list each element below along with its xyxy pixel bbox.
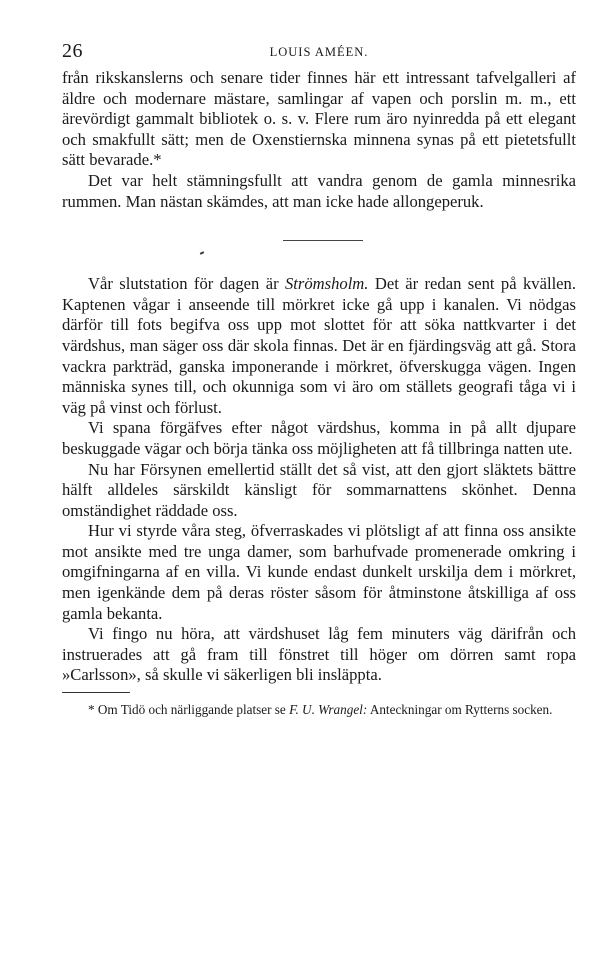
paragraph-text: Vår slutstation för dagen är: [88, 274, 285, 294]
page-number: 26: [62, 40, 83, 62]
footnote: [62, 701, 576, 719]
footnote-text: * Om Tidö och närliggande platser se: [88, 702, 290, 718]
paragraph-carlsson: Vi fingo nu höra, att värdshuset låg fem minuters väg därifrån och instruerades att gå fram till fönstret till höger om dörren samt ropa »Carlsson», så skulle vi säkerligen bli insläppta.: [62, 624, 576, 685]
paragraph-forsynen: Nu har Försynen emellertid ställt det så vist, att den gjort släktets bättre hälft alldeles särskildt känsligt för sommarnattens skönhet. Denna omständighet räddade oss.: [62, 459, 576, 520]
book-page: [62, 40, 576, 719]
footnote-text: Anteckningar om Rytterns socken.: [367, 702, 553, 718]
running-head: LOUIS AMÉEN.: [269, 45, 369, 59]
paragraph-text: Det är redan sent på kvällen. Kaptenen vågar i anseende till mörkret icke gå upp i kanalen. Vi nödgas därför till fots begifva oss upp mot slottet för att söka nattkvarter i det värdshus, man säger oss där skola finnas. Det är en fjärdingsväg att gå. Stora vackra parkträd, ganska imponerande i mörkret, öfverskugga vägen. Ingen människa synes till, och okunniga som vi äro om ställets geografi tåga vi i väg på vinst och förlust.: [62, 274, 576, 417]
paragraph-allongeperuk: Det var helt stämningsfullt att vandra genom de gamla minnesrika rummen. Man nästan skämdes, att man icke hade allongeperuk.: [62, 170, 576, 211]
paragraph-damer: Hur vi styrde våra steg, öfverraskades vi plötsligt af att finna oss ansikte mot ansikte med tre unga damer, som barhufvade promenerade omkring i omgifningarna af en villa. Vi kunde endast dunkelt urskilja dem i mörkret, men igenkände dem på deras röster såsom för åtminstone åtskilliga af oss gamla bekanta.: [62, 521, 576, 623]
page-header: [62, 40, 576, 62]
ink-mark: [200, 251, 204, 255]
place-name-italic: Strömsholm.: [285, 274, 369, 294]
footnote-author-italic: F. U. Wrangel:: [289, 702, 368, 718]
paragraph-continued: från rikskanslerns och senare tider finnes här ett intressant tafvelgalleri af äldre och modernare mästare, samlingar af vapen och porslin m. m., ett ärevördigt gammalt bibliotek o. s. v. Flere rum äro nyinredda på ett elegant och smakfullt sätt; men de Oxenstiernska minnena synas på ett pietetsfullt sätt bevarade.*: [62, 68, 576, 170]
paragraph-spana: Vi spana förgäfves efter något värdshus, komma in på allt djupare beskuggade vägar och börja tänka oss möjligheten att få tillbringa natten ute.: [62, 418, 576, 458]
footnote-rule: [62, 692, 130, 693]
section-divider-rule: [283, 240, 363, 241]
section-break: [62, 212, 576, 274]
paragraph-stromsholm: [62, 274, 576, 418]
